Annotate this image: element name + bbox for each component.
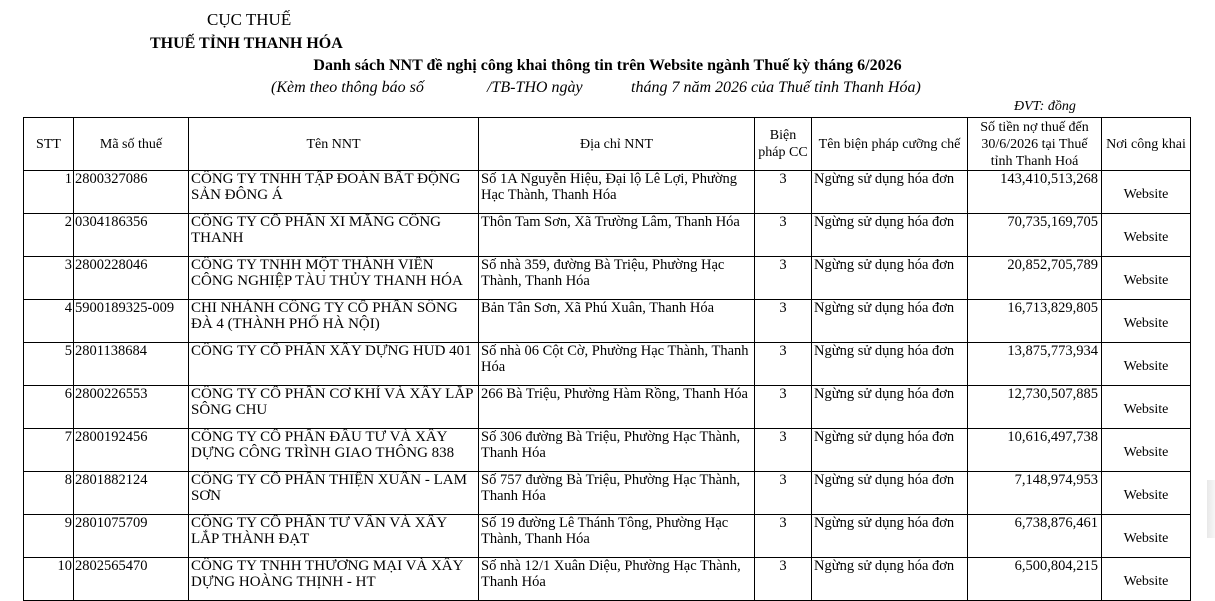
row-company-name: CÔNG TY TNHH MỘT THÀNH VIÊN CÔNG NGHIỆP TÀU THỦY THANH HÓA bbox=[189, 257, 479, 300]
subtitle-part-1: (Kèm theo thông báo số bbox=[271, 79, 424, 96]
row-debt-amount: 6,738,876,461 bbox=[968, 515, 1102, 558]
subtitle-part-2: /TB-THO ngày bbox=[487, 79, 583, 96]
row-stt: 5 bbox=[24, 343, 74, 386]
row-debt-amount: 12,730,507,885 bbox=[968, 386, 1102, 429]
row-measure-code: 3 bbox=[755, 171, 812, 214]
row-stt: 6 bbox=[24, 386, 74, 429]
document-title: Danh sách NNT đề nghị công khai thông tin trên Website ngành Thuế kỳ tháng 6/2026 bbox=[313, 57, 902, 74]
row-debt-amount: 20,852,705,789 bbox=[968, 257, 1102, 300]
row-publish-place: Website bbox=[1102, 558, 1191, 601]
row-address: Thôn Tam Sơn, Xã Trường Lâm, Thanh Hóa bbox=[479, 214, 755, 257]
row-measure-name: Ngừng sử dụng hóa đơn bbox=[812, 343, 968, 386]
row-measure-name: Ngừng sử dụng hóa đơn bbox=[812, 214, 968, 257]
row-address: Số nhà 12/1 Xuân Diệu, Phường Hạc Thành, Thanh Hóa bbox=[479, 558, 755, 601]
row-publish-place: Website bbox=[1102, 386, 1191, 429]
row-measure-name: Ngừng sử dụng hóa đơn bbox=[812, 257, 968, 300]
subtitle-part-3: tháng 7 năm 2026 của Thuế tỉnh Thanh Hóa) bbox=[631, 79, 921, 96]
row-measure-code: 3 bbox=[755, 386, 812, 429]
row-address: Số 19 đường Lê Thánh Tông, Phường Hạc Thành, Thanh Hóa bbox=[479, 515, 755, 558]
row-tax-code: 2801138684 bbox=[74, 343, 189, 386]
row-measure-code: 3 bbox=[755, 515, 812, 558]
row-company-name: CÔNG TY CỔ PHẦN TƯ VẤN VÀ XÂY LẮP THÀNH ĐẠT bbox=[189, 515, 479, 558]
row-publish-place: Website bbox=[1102, 300, 1191, 343]
row-address: Số nhà 359, đường Bà Triệu, Phường Hạc Thành, Thanh Hóa bbox=[479, 257, 755, 300]
row-address: Bản Tân Sơn, Xã Phú Xuân, Thanh Hóa bbox=[479, 300, 755, 343]
row-stt: 10 bbox=[24, 558, 74, 601]
row-measure-code: 3 bbox=[755, 300, 812, 343]
row-measure-name: Ngừng sử dụng hóa đơn bbox=[812, 472, 968, 515]
row-tax-code: 2800226553 bbox=[74, 386, 189, 429]
row-address: Số 1A Nguyễn Hiệu, Đại lộ Lê Lợi, Phường Hạc Thành, Thanh Hóa bbox=[479, 171, 755, 214]
row-tax-code: 2800327086 bbox=[74, 171, 189, 214]
table-row bbox=[24, 171, 1191, 214]
col-header-tax-code: Mã số thuế bbox=[74, 118, 189, 171]
row-measure-code: 3 bbox=[755, 429, 812, 472]
table-body bbox=[24, 171, 1191, 601]
col-header-name: Tên NNT bbox=[189, 118, 479, 171]
row-company-name: CÔNG TY CỔ PHẦN XI MĂNG CÔNG THANH bbox=[189, 214, 479, 257]
row-publish-place: Website bbox=[1102, 214, 1191, 257]
table-row bbox=[24, 558, 1191, 601]
agency-name: CỤC THUẾ bbox=[207, 10, 292, 29]
row-publish-place: Website bbox=[1102, 257, 1191, 300]
row-measure-code: 3 bbox=[755, 257, 812, 300]
row-debt-amount: 10,616,497,738 bbox=[968, 429, 1102, 472]
col-header-measure-name: Tên biện pháp cưỡng chế bbox=[812, 118, 968, 171]
row-stt: 8 bbox=[24, 472, 74, 515]
row-stt: 9 bbox=[24, 515, 74, 558]
col-header-address: Địa chỉ NNT bbox=[479, 118, 755, 171]
row-address: 266 Bà Triệu, Phường Hàm Rồng, Thanh Hóa bbox=[479, 386, 755, 429]
page-scrollbar[interactable] bbox=[1207, 480, 1215, 538]
row-address: Số 306 đường Bà Triệu, Phường Hạc Thành, Thanh Hóa bbox=[479, 429, 755, 472]
row-measure-name: Ngừng sử dụng hóa đơn bbox=[812, 300, 968, 343]
row-debt-amount: 143,410,513,268 bbox=[968, 171, 1102, 214]
row-tax-code: 0304186356 bbox=[74, 214, 189, 257]
table-row bbox=[24, 429, 1191, 472]
table-row bbox=[24, 472, 1191, 515]
row-address: Số 757 đường Bà Triệu, Phường Hạc Thành, Thanh Hóa bbox=[479, 472, 755, 515]
row-stt: 7 bbox=[24, 429, 74, 472]
row-measure-name: Ngừng sử dụng hóa đơn bbox=[812, 429, 968, 472]
row-tax-code: 5900189325-009 bbox=[74, 300, 189, 343]
table-row bbox=[24, 515, 1191, 558]
row-tax-code: 2800192456 bbox=[74, 429, 189, 472]
row-stt: 4 bbox=[24, 300, 74, 343]
row-stt: 2 bbox=[24, 214, 74, 257]
province-office-name: THUẾ TỈNH THANH HÓA bbox=[150, 35, 343, 52]
row-measure-name: Ngừng sử dụng hóa đơn bbox=[812, 515, 968, 558]
row-debt-amount: 6,500,804,215 bbox=[968, 558, 1102, 601]
row-debt-amount: 70,735,169,705 bbox=[968, 214, 1102, 257]
row-measure-name: Ngừng sử dụng hóa đơn bbox=[812, 171, 968, 214]
col-header-publish-place: Nơi công khai bbox=[1102, 118, 1191, 171]
row-publish-place: Website bbox=[1102, 472, 1191, 515]
table-header-row bbox=[24, 118, 1191, 171]
col-header-measure-code: Biện pháp CC bbox=[755, 118, 812, 171]
table-row bbox=[24, 386, 1191, 429]
currency-unit: ĐVT: đồng bbox=[1014, 99, 1076, 114]
table-row bbox=[24, 300, 1191, 343]
row-company-name: CÔNG TY TNHH TẬP ĐOÀN BẤT ĐỘNG SẢN ĐÔNG Á bbox=[189, 171, 479, 214]
row-company-name: CHI NHÁNH CÔNG TY CỔ PHẦN SÔNG ĐÀ 4 (THÀNH PHỐ HÀ NỘI) bbox=[189, 300, 479, 343]
row-debt-amount: 13,875,773,934 bbox=[968, 343, 1102, 386]
row-debt-amount: 16,713,829,805 bbox=[968, 300, 1102, 343]
row-publish-place: Website bbox=[1102, 343, 1191, 386]
row-company-name: CÔNG TY CỔ PHẦN CƠ KHÍ VÀ XÂY LẮP SÔNG CHU bbox=[189, 386, 479, 429]
row-publish-place: Website bbox=[1102, 515, 1191, 558]
taxpayer-table bbox=[23, 117, 1191, 601]
row-tax-code: 2801882124 bbox=[74, 472, 189, 515]
row-address: Số nhà 06 Cột Cờ, Phường Hạc Thành, Thanh Hóa bbox=[479, 343, 755, 386]
row-company-name: CÔNG TY CỔ PHẦN ĐẦU TƯ VÀ XÂY DỰNG CÔNG TRÌNH GIAO THÔNG 838 bbox=[189, 429, 479, 472]
table-row bbox=[24, 214, 1191, 257]
row-tax-code: 2801075709 bbox=[74, 515, 189, 558]
col-header-stt: STT bbox=[24, 118, 74, 171]
col-header-debt: Số tiền nợ thuế đến 30/6/2026 tại Thuế tỉnh Thanh Hoá bbox=[968, 118, 1102, 171]
row-stt: 1 bbox=[24, 171, 74, 214]
row-company-name: CÔNG TY CỔ PHẦN THIỆN XUÂN - LAM SƠN bbox=[189, 472, 479, 515]
row-company-name: CÔNG TY CỔ PHẦN XÂY DỰNG HUD 401 bbox=[189, 343, 479, 386]
row-publish-place: Website bbox=[1102, 429, 1191, 472]
row-measure-name: Ngừng sử dụng hóa đơn bbox=[812, 386, 968, 429]
row-measure-name: Ngừng sử dụng hóa đơn bbox=[812, 558, 968, 601]
row-tax-code: 2800228046 bbox=[74, 257, 189, 300]
table-row bbox=[24, 343, 1191, 386]
row-measure-code: 3 bbox=[755, 343, 812, 386]
row-tax-code: 2802565470 bbox=[74, 558, 189, 601]
row-debt-amount: 7,148,974,953 bbox=[968, 472, 1102, 515]
table-row bbox=[24, 257, 1191, 300]
row-measure-code: 3 bbox=[755, 214, 812, 257]
row-measure-code: 3 bbox=[755, 558, 812, 601]
row-stt: 3 bbox=[24, 257, 74, 300]
row-measure-code: 3 bbox=[755, 472, 812, 515]
row-company-name: CÔNG TY TNHH THƯƠNG MẠI VÀ XÂY DỰNG HOÀNG THỊNH - HT bbox=[189, 558, 479, 601]
row-publish-place: Website bbox=[1102, 171, 1191, 214]
